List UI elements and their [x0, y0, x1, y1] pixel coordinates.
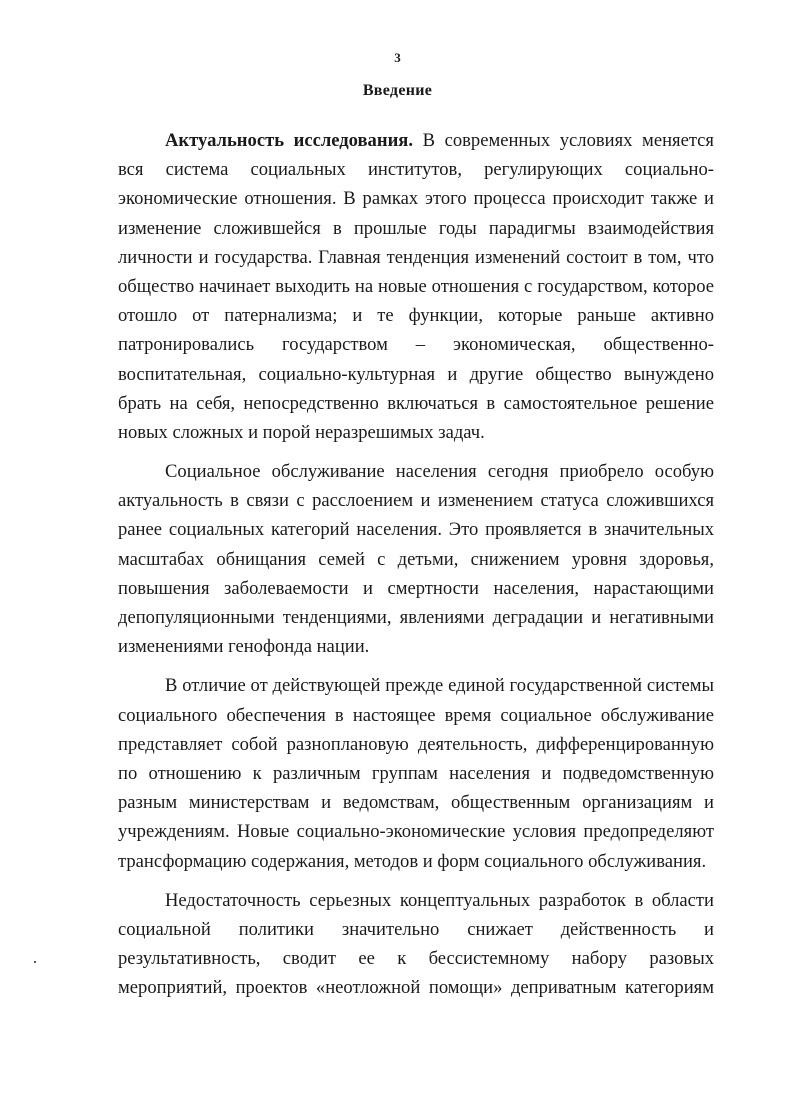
- paragraph-line: общество начинает выходить на новые отношения с государством, которое: [118, 275, 714, 297]
- paragraph-line: социального обеспечения в настоящее время социальное обслуживание: [118, 704, 714, 726]
- paragraph-insufficiency: [118, 886, 714, 1003]
- paragraph-line: масштабах обнищания семей с детьми, снижением уровня здоровья,: [118, 548, 714, 570]
- paragraph-line: актуальность в связи с расслоением и изменением статуса сложившихся: [118, 490, 714, 512]
- paragraph-line: трансформацию содержания, методов и форм социального обслуживания.: [118, 850, 707, 872]
- paragraph-line: повышения заболеваемости и смертности населения, нарастающими: [118, 577, 714, 599]
- paragraph-line: Недостаточность серьезных концептуальных разработок в области: [165, 889, 714, 911]
- paragraph-difference: [118, 671, 714, 875]
- paragraph-line: разным министерствам и ведомствам, общественным организациям и: [118, 792, 714, 814]
- section-heading: Введение: [362, 82, 433, 99]
- paragraph-line: Социальное обслуживание населения сегодня приобрело особую: [165, 461, 714, 483]
- paragraph-line: Актуальность исследования. В современных условиях меняется: [165, 130, 714, 151]
- document-body: [118, 126, 714, 1002]
- paragraph-line: вся система социальных институтов, регулирующих социально-: [118, 159, 714, 181]
- paragraph-line: отошло от патернализма; и те функции, которые раньше активно: [118, 305, 714, 327]
- paragraph-line: мероприятий, проектов «неотложной помощи» деприватным категориям: [118, 977, 714, 999]
- paragraph-line: результативность, сводит ее к бессистемному набору разовых: [118, 948, 714, 970]
- page-number: 3: [394, 50, 401, 65]
- paragraph-line: изменение сложившейся в прошлые годы парадигмы взаимодействия: [118, 217, 714, 239]
- paragraph-lead: Актуальность исследования.: [165, 130, 413, 151]
- paragraph-line: личности и государства. Главная тенденция изменений состоит в том, что: [118, 246, 714, 268]
- paragraph-line: социальной политики значительно снижает действенность и: [118, 918, 714, 940]
- paragraph-line: воспитательная, социально-культурная и другие общество вынуждено: [118, 363, 714, 385]
- paragraph-line: экономические отношения. В рамках этого процесса происходит также и: [118, 188, 714, 210]
- paragraph-line: депопуляционными тенденциями, явлениями деградации и негативными: [118, 607, 714, 628]
- paragraph-line: по отношению к различным группам населения и подведомственную: [118, 762, 714, 784]
- paragraph-relevance: [118, 126, 714, 447]
- paragraph-line: патронировались государством – экономическая, общественно-: [118, 334, 714, 356]
- scan-mark: [34, 961, 36, 963]
- paragraph-line: В отличие от действующей прежде единой государственной системы: [165, 675, 714, 697]
- paragraph-social-service: [118, 457, 714, 661]
- paragraph-line: учреждениям. Новые социально-экономические условия предопределяют: [118, 821, 714, 843]
- paragraph-line: изменениями генофонда нации.: [118, 636, 370, 658]
- paragraph-line: представляет собой разноплановую деятельность, дифференцированную: [118, 733, 714, 755]
- paragraph-line: брать на себя, непосредственно включаться в самостоятельное решение: [118, 392, 714, 414]
- paragraph-line: новых сложных и порой неразрешимых задач.: [118, 421, 485, 443]
- paragraph-line: ранее социальных категорий населения. Это проявляется в значительных: [118, 519, 714, 541]
